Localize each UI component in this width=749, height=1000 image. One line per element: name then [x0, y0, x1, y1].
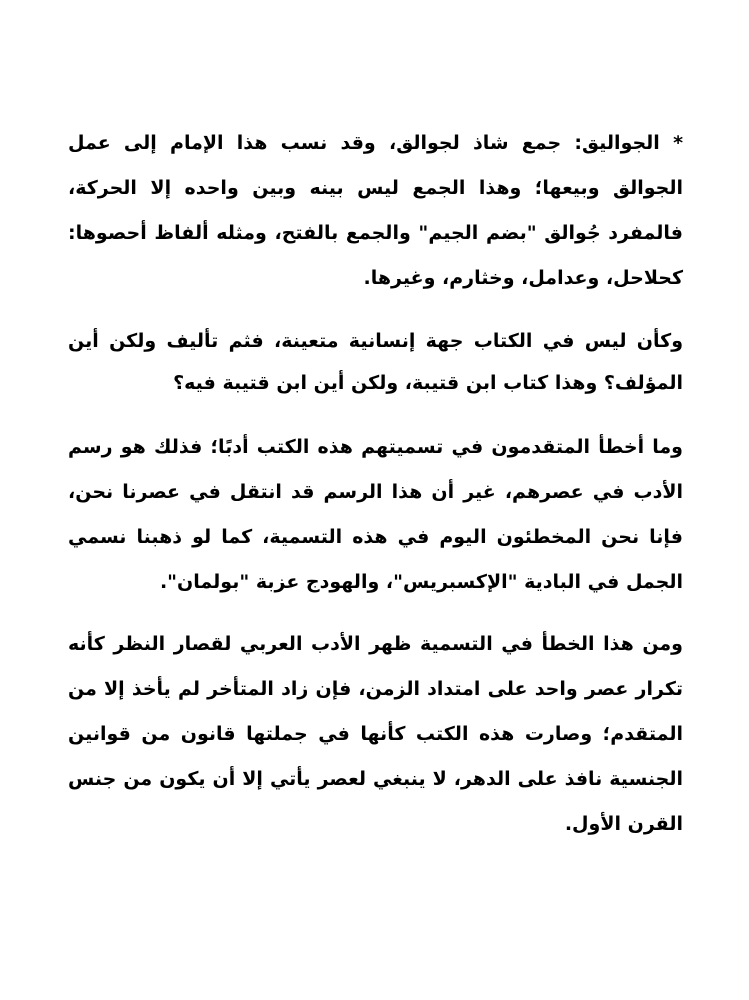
paragraph-arabic-literature: ومن هذا الخطأ في التسمية ظهر الأدب العربي لقصار النظر كأنه تكرار عصر واحد على امتداد الزمن، فإن زاد المتأخر لم يأخذ إلا من المتقدم؛ وصارت هذه الكتب كأنها في جملتها قانون من قوانين الجنسية نافذ على الدهر، لا ينبغي لعصر يأتي إلا أن يكون من جنس القرن الأول. — [68, 633, 683, 835]
paragraph-footnote-jawaliq: * الجواليق: جمع شاذ لجوالق، وقد نسب هذا الإمام إلى عمل الجوالق وبيعها؛ وهذا الجمع ليس بينه وبين واحده إلا الحركة، فالمفرد جُوالق "بضم الجيم" والجمع بالفتح، ومثله ألفاظ أحصوها: كحلاحل، وعدامل، وخثارم، وغيرها. — [68, 132, 683, 289]
paragraph-naming-error: وما أخطأ المتقدمون في تسميتهم هذه الكتب أدبًا؛ فذلك هو رسم الأدب في عصرهم، غير أن هذا الرسم قد انتقل في عصرنا نحن، فإنا نحن المخطئون اليوم في هذه التسمية، كما لو ذهبنا نسمي الجمل في البادية "الإكسبريس"، والهودج عزبة "بولمان". — [68, 436, 683, 593]
paragraph-book-author: وكأن ليس في الكتاب جهة إنسانية متعينة، فثم تأليف ولكن أين المؤلف؟ وهذا كتاب ابن قتيبة، ولكن أين ابن قتيبة فيه؟ — [68, 330, 683, 394]
